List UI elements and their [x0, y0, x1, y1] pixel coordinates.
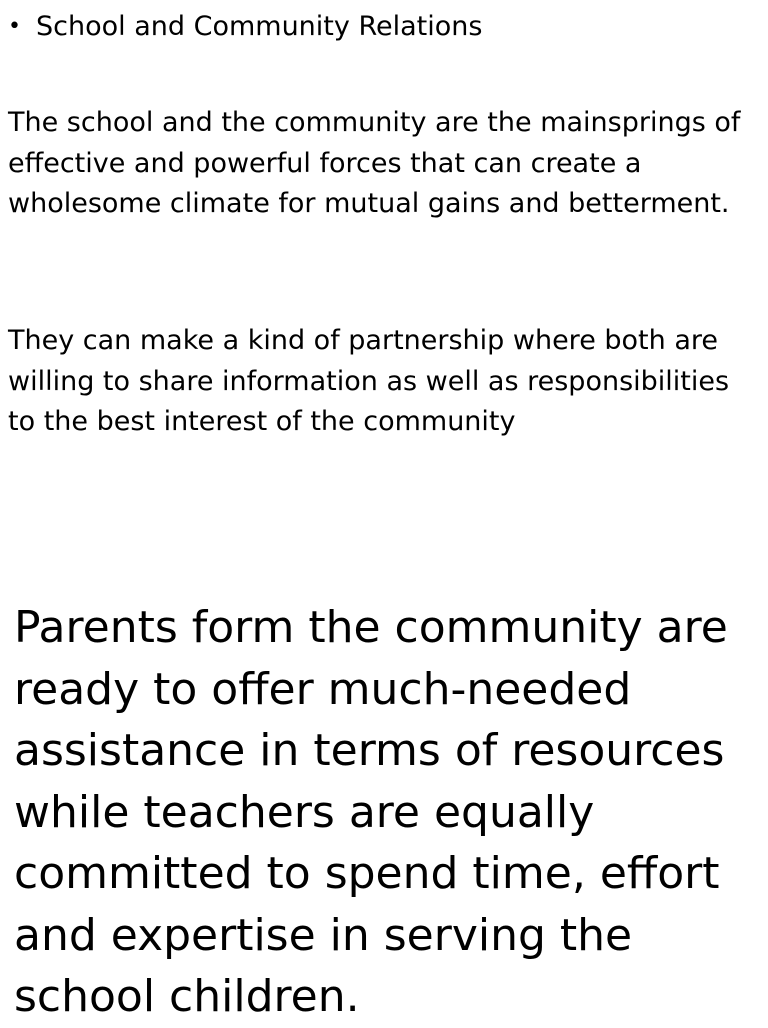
paragraph-1: The school and the community are the mainsprings of effective and powerful forces that can create a wholesome climate for mutual gains and betterment.: [8, 107, 741, 219]
highlight-paragraph: Parents form the community are ready to offer much-needed assistance in terms of resources while teachers are equally committed to spend time, effort and expertise in serving the school children.: [14, 602, 728, 1022]
paragraph-2: They can make a kind of partnership where both are willing to share information as well as responsibilities to the best interest of the community: [8, 325, 730, 437]
heading-text: School and Community Relations: [36, 11, 483, 42]
bullet-heading: [8, 9, 482, 45]
bullet-icon: •: [8, 14, 21, 39]
